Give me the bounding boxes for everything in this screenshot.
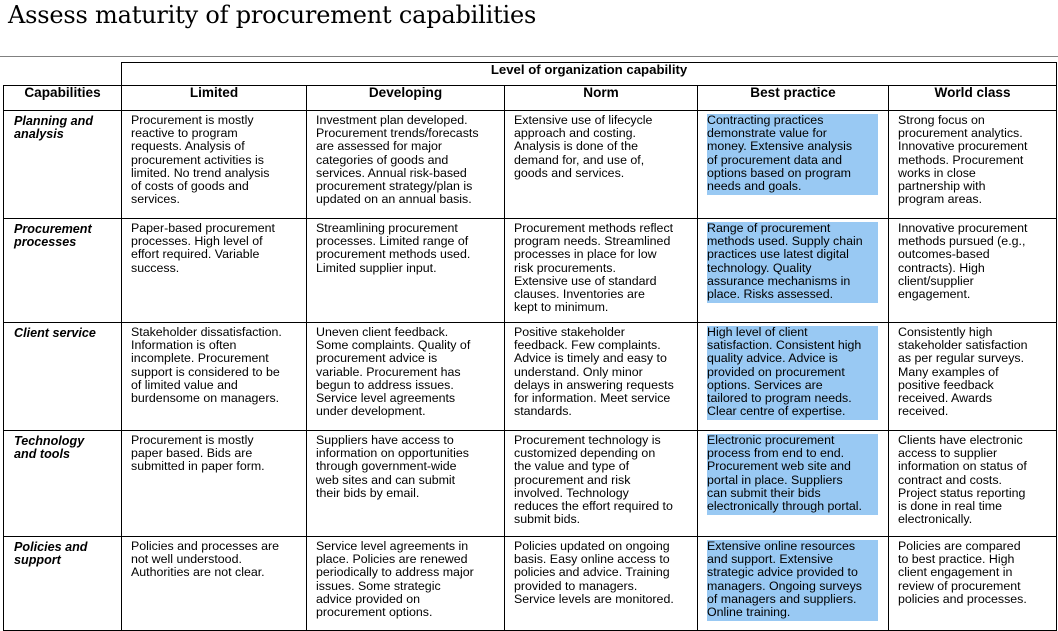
limited-cell bbox=[122, 111, 307, 219]
best-practice-cell bbox=[698, 219, 889, 323]
column-header-limited: Limited bbox=[122, 86, 307, 111]
limited-cell bbox=[122, 431, 307, 537]
limited-text: Policies and processes are not well understood. Authorities are not clear. bbox=[131, 539, 280, 580]
developing-text: Service level agreements in place. Policies are renewed periodically to address major issues. Some strategic advice provided on procurement options. bbox=[316, 539, 474, 620]
best-practice-cell bbox=[698, 323, 889, 431]
table-row bbox=[4, 431, 1057, 537]
capability-label: Client service bbox=[14, 326, 96, 340]
world-class-text: Consistently high stakeholder satisfaction as per regular surveys. Many examples of positive feedback received. Awards received. bbox=[898, 325, 1028, 419]
limited-text: Stakeholder dissatisfaction. Information is often incomplete. Procurement support is considered to be of limited value and burdensome on managers. bbox=[131, 325, 282, 406]
developing-cell bbox=[307, 323, 505, 431]
capability-label: Policies and support bbox=[14, 540, 88, 567]
world-class-text: Strong focus on procurement analytics. Innovative procurement methods. Procurement works in close partnership with program areas. bbox=[898, 113, 1028, 207]
capability-label: Procurement processes bbox=[14, 222, 92, 249]
column-header-norm: Norm bbox=[505, 86, 698, 111]
norm-cell bbox=[505, 537, 698, 631]
best-practice-highlighted-text: Extensive online resources and support. Extensive strategic advice provided to managers. Ongoing surveys of managers and suppliers. Online training. bbox=[707, 540, 878, 621]
norm-text: Procurement technology is customized depending on the value and type of procurement and risk involved. Technology reduces the effort required to submit bids. bbox=[514, 433, 673, 527]
limited-cell bbox=[122, 537, 307, 631]
best-practice-highlighted-text: Contracting practices demonstrate value for money. Extensive analysis of procurement data and options based on program needs and goals. bbox=[707, 114, 878, 195]
column-header-world-class: World class bbox=[889, 86, 1057, 111]
limited-cell bbox=[122, 219, 307, 323]
capability-cell bbox=[4, 219, 122, 323]
norm-cell bbox=[505, 219, 698, 323]
world-class-cell bbox=[889, 431, 1057, 537]
world-class-cell bbox=[889, 219, 1057, 323]
limited-cell bbox=[122, 323, 307, 431]
world-class-text: Policies are compared to best practice. High client engagement in review of procurement policies and processes. bbox=[898, 539, 1027, 606]
best-practice-cell bbox=[698, 537, 889, 631]
capability-cell bbox=[4, 323, 122, 431]
developing-cell bbox=[307, 537, 505, 631]
capability-cell bbox=[4, 431, 122, 537]
group-header-spacer bbox=[4, 63, 122, 86]
best-practice-highlighted-text: High level of client satisfaction. Consistent high quality advice. Advice is provided on procurement options. Services are tailored to program needs. Clear centre of expertise. bbox=[707, 326, 878, 420]
column-header-developing: Developing bbox=[307, 86, 505, 111]
capability-cell bbox=[4, 537, 122, 631]
best-practice-highlighted-text: Range of procurement methods used. Supply chain practices use latest digital technology. Quality assurance mechanisms in place. Risks assessed. bbox=[707, 222, 878, 303]
world-class-text: Innovative procurement methods pursued (e.g., outcomes-based contracts). High client/supplier engagement. bbox=[898, 221, 1028, 302]
world-class-text: Clients have electronic access to supplier information on status of contract and costs. Project status reporting is done in real time electronically. bbox=[898, 433, 1027, 527]
group-header-row bbox=[4, 63, 1057, 86]
developing-cell bbox=[307, 431, 505, 537]
column-header-row bbox=[4, 86, 1057, 111]
column-header-capabilities: Capabilities bbox=[4, 86, 122, 111]
developing-text: Investment plan developed. Procurement trends/forecasts are assessed for major categories of goods and services. Annual risk-based procurement strategy/plan is updated on an annual basis. bbox=[316, 113, 479, 207]
developing-text: Suppliers have access to information on opportunities through government-wide web sites and can submit their bids by email. bbox=[316, 433, 469, 500]
page-title: Assess maturity of procurement capabilities bbox=[8, 1, 537, 29]
norm-cell bbox=[505, 323, 698, 431]
developing-cell bbox=[307, 111, 505, 219]
best-practice-highlighted-text: Electronic procurement process from end to end. Procurement web site and portal in place. Suppliers can submit their bids electronically through portal. bbox=[707, 434, 878, 515]
best-practice-cell bbox=[698, 431, 889, 537]
table-row bbox=[4, 323, 1057, 431]
capability-label: Planning and analysis bbox=[14, 114, 94, 141]
title-divider bbox=[0, 56, 1058, 57]
world-class-cell bbox=[889, 323, 1057, 431]
norm-cell bbox=[505, 111, 698, 219]
capability-maturity-table bbox=[3, 62, 1057, 631]
column-header-best-practice: Best practice bbox=[698, 86, 889, 111]
best-practice-cell bbox=[698, 111, 889, 219]
developing-text: Uneven client feedback. Some complaints. Quality of procurement advice is variable. Procurement has begun to address issues. Service level agreements under development. bbox=[316, 325, 471, 419]
norm-text: Policies updated on ongoing basis. Easy online access to policies and advice. Training provided to managers. Service levels are monitored. bbox=[514, 539, 674, 606]
developing-text: Streamlining procurement processes. Limited range of procurement methods used. Limited supplier input. bbox=[316, 221, 471, 275]
world-class-cell bbox=[889, 111, 1057, 219]
table-row bbox=[4, 219, 1057, 323]
capability-label: Technology and tools bbox=[14, 434, 85, 461]
world-class-cell bbox=[889, 537, 1057, 631]
norm-text: Procurement methods reflect program needs. Streamlined processes in place for low risk procurements. Extensive use of standard clauses. Inventories are kept to minimum. bbox=[514, 221, 674, 315]
norm-cell bbox=[505, 431, 698, 537]
norm-text: Extensive use of lifecycle approach and costing. Analysis is done of the demand for, and use of, goods and services. bbox=[514, 113, 653, 180]
capability-cell bbox=[4, 111, 122, 219]
limited-text: Procurement is mostly reactive to program requests. Analysis of procurement activities is limited. No trend analysis of costs of goods and services. bbox=[131, 113, 270, 207]
table-row bbox=[4, 537, 1057, 631]
limited-text: Paper-based procurement processes. High level of effort required. Variable success. bbox=[131, 221, 275, 275]
developing-cell bbox=[307, 219, 505, 323]
norm-text: Positive stakeholder feedback. Few complaints. Advice is timely and easy to understand. Only minor delays in answering requests for information. Meet service standards. bbox=[514, 325, 674, 419]
table-row bbox=[4, 111, 1057, 219]
level-of-capability-header: Level of organization capability bbox=[122, 63, 1057, 86]
limited-text: Procurement is mostly paper based. Bids are submitted in paper form. bbox=[131, 433, 265, 474]
